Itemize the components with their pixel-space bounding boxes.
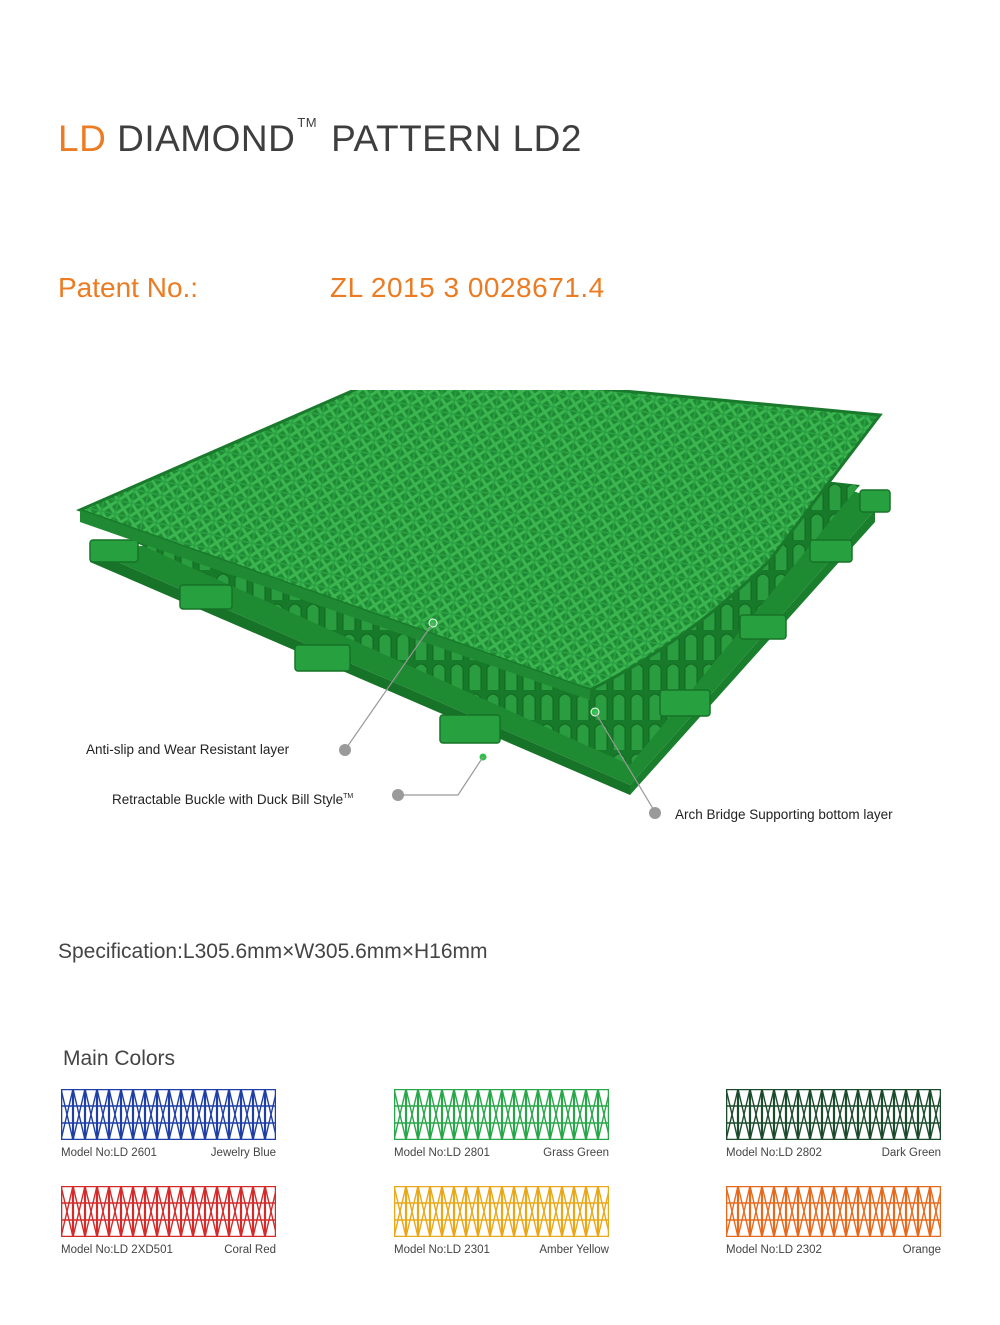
patent-number: ZL 2015 3 0028671.4 — [330, 272, 605, 303]
page-title — [58, 115, 582, 160]
main-colors-heading: Main Colors — [63, 1047, 176, 1070]
color-swatch — [61, 1186, 276, 1256]
trademark-mark: TM — [297, 115, 318, 130]
swatch-model: Model No:LD 2XD501 — [61, 1244, 173, 1256]
swatch-model: Model No:LD 2601 — [61, 1147, 157, 1159]
color-swatch — [726, 1186, 941, 1256]
color-swatch — [61, 1089, 276, 1159]
callout-buckle-tm: TM — [343, 793, 354, 800]
color-swatch — [726, 1089, 941, 1159]
swatch-model: Model No:LD 2801 — [394, 1147, 490, 1159]
title-pattern: PATTERN LD2 — [331, 118, 582, 159]
swatch-strip — [726, 1186, 941, 1237]
title-name: DIAMOND — [117, 118, 296, 159]
swatch-strip — [61, 1089, 276, 1140]
patent-label: Patent No.: — [58, 272, 199, 303]
swatch-strip — [61, 1186, 276, 1237]
swatch-color-name: Amber Yellow — [539, 1244, 609, 1256]
swatch-color-name: Orange — [902, 1244, 941, 1256]
callout-dot — [648, 806, 662, 820]
callout-buckle — [112, 792, 353, 807]
specification: Specification:L305.6mm×W305.6mm×H16mm — [58, 940, 488, 963]
callout-top-layer: Anti-slip and Wear Resistant layer — [86, 742, 290, 757]
title-brand: LD — [58, 118, 107, 159]
swatch-color-name: Dark Green — [881, 1147, 941, 1159]
swatch-model: Model No:LD 2802 — [726, 1147, 822, 1159]
swatch-strip — [394, 1186, 609, 1237]
swatch-color-name: Coral Red — [224, 1244, 276, 1256]
swatch-strip — [394, 1089, 609, 1140]
swatch-color-name: Grass Green — [543, 1147, 609, 1159]
swatch-strip — [726, 1089, 941, 1140]
swatch-color-name: Jewelry Blue — [210, 1147, 276, 1159]
callout-bottom-layer: Arch Bridge Supporting bottom layer — [675, 807, 893, 822]
callout-buckle-text: Retractable Buckle with Duck Bill Style — [112, 792, 344, 807]
swatch-model: Model No:LD 2301 — [394, 1244, 490, 1256]
color-swatch — [394, 1089, 609, 1159]
swatch-model: Model No:LD 2302 — [726, 1244, 822, 1256]
color-swatch — [394, 1186, 609, 1256]
